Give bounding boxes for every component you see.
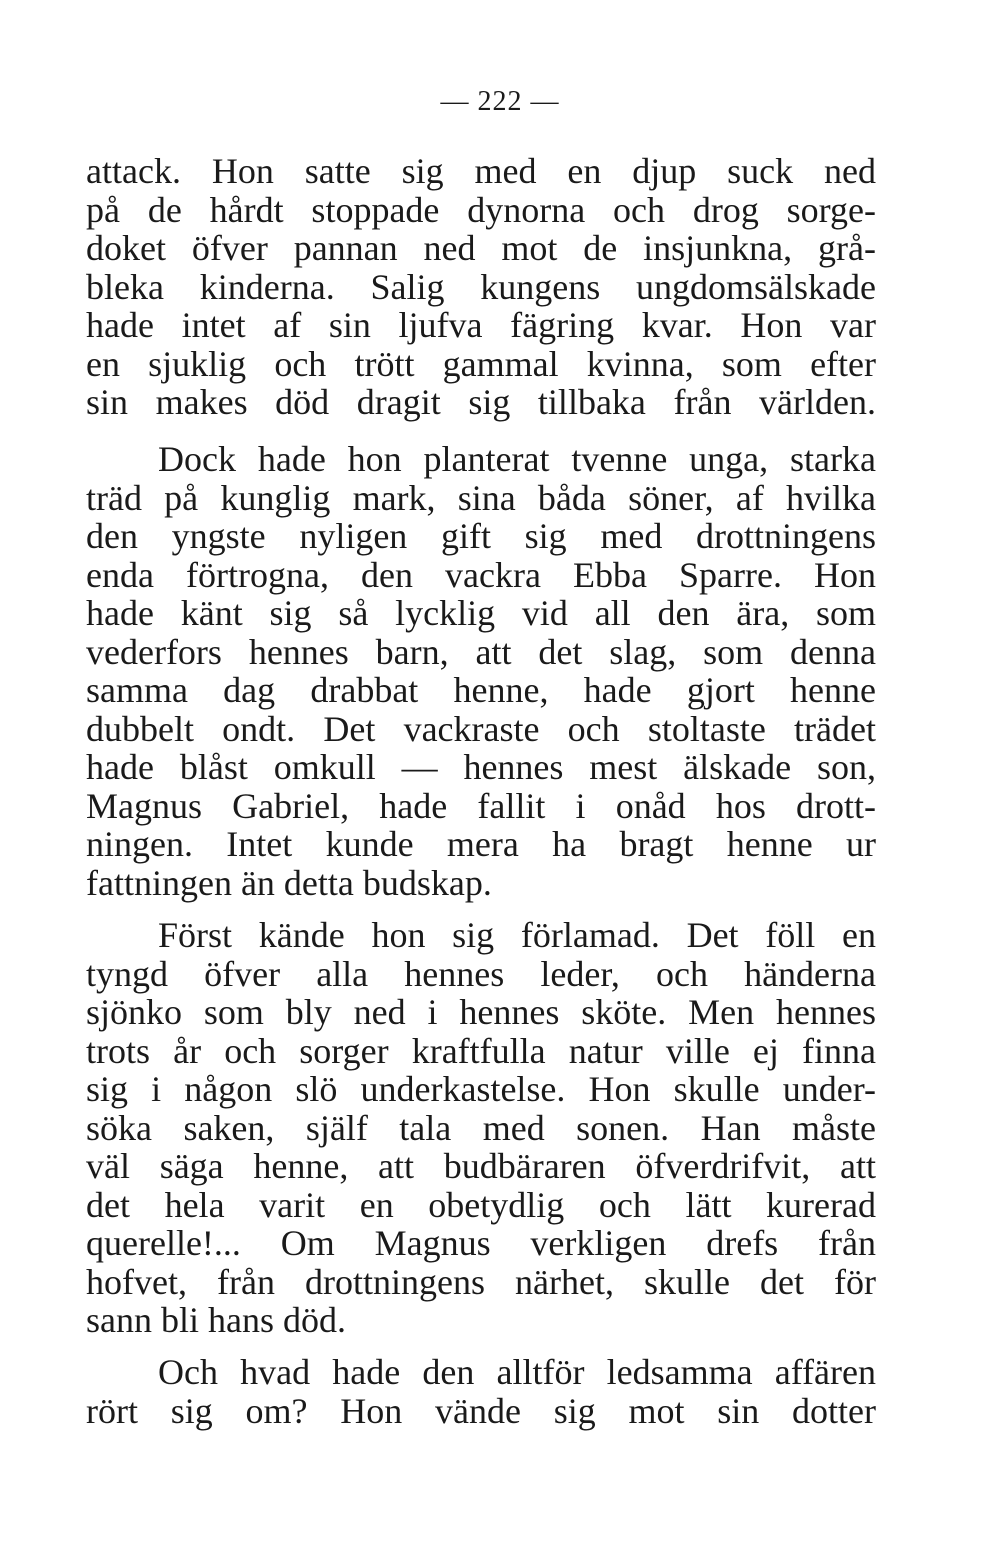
text-line: vederfors hennes barn, att det slag, som denna — [86, 631, 876, 672]
paragraph-1 — [86, 152, 876, 422]
text-line: dubbelt ondt. Det vackraste och stoltaste trädet — [86, 708, 876, 749]
text-line: på de hårdt stoppade dynorna och drog sorge- — [86, 189, 876, 230]
text-line: hade känt sig så lycklig vid all den ära, som — [86, 593, 876, 633]
text-line: sin makes död dragit sig tillbaka från världen. — [86, 382, 876, 422]
text-line: samma dag drabbat henne, hade gjort henne — [86, 670, 876, 710]
text-line: tyngd öfver alla hennes leder, och händerna — [86, 953, 876, 994]
text-line: sann bli hans död. — [86, 1300, 346, 1340]
text-line: sjönko som bly ned i hennes sköte. Men hennes — [86, 992, 876, 1032]
text-line: ningen. Intet kunde mera ha bragt henne ur — [86, 824, 876, 864]
text-line: Magnus Gabriel, hade fallit i onåd hos drott- — [86, 785, 876, 826]
text-line: hofvet, från drottningens närhet, skulle det för — [86, 1261, 876, 1302]
text-line: fattningen än detta budskap. — [86, 862, 492, 903]
text-line: enda förtrogna, den vackra Ebba Sparre. Hon — [86, 554, 876, 595]
page-number: — 222 — — [440, 86, 560, 117]
text-line: det hela varit en obetydlig och lätt kurerad — [86, 1184, 876, 1225]
text-line: Dock hade hon planterat tvenne unga, starka — [158, 439, 876, 479]
text-line: querelle!... Om Magnus verkligen drefs från — [86, 1223, 876, 1263]
paragraph-2 — [86, 440, 876, 902]
text-line: trots år och sorger kraftfulla natur ville ej finna — [86, 1030, 876, 1071]
text-line: Först kände hon sig förlamad. Det föll en — [158, 915, 876, 955]
text-line: sig i någon slö underkastelse. Hon skulle under- — [86, 1069, 876, 1109]
text-line: en sjuklig och trött gammal kvinna, som efter — [86, 343, 876, 384]
text-line: doket öfver pannan ned mot de insjunkna, grå- — [86, 228, 876, 268]
paragraph-3 — [86, 916, 876, 1340]
text-line: rört sig om? Hon vände sig mot sin dotter — [86, 1390, 876, 1431]
text-line: den yngste nyligen gift sig med drottningens — [86, 516, 876, 556]
text-line: bleka kinderna. Salig kungens ungdomsälskade — [86, 266, 876, 307]
text-line: attack. Hon satte sig med en djup suck ned — [86, 151, 876, 191]
paragraph-4 — [86, 1353, 876, 1430]
text-line: hade blåst omkull — hennes mest älskade son, — [86, 747, 876, 787]
text-line: söka saken, själf tala med sonen. Han måste — [86, 1107, 876, 1148]
text-line: träd på kunglig mark, sina båda söner, af hvilka — [86, 477, 876, 518]
text-line: Och hvad hade den alltför ledsamma affären — [158, 1352, 876, 1392]
text-line: hade intet af sin ljufva fägring kvar. Hon var — [86, 305, 876, 345]
text-line: väl säga henne, att budbäraren öfverdrifvit, att — [86, 1146, 876, 1186]
